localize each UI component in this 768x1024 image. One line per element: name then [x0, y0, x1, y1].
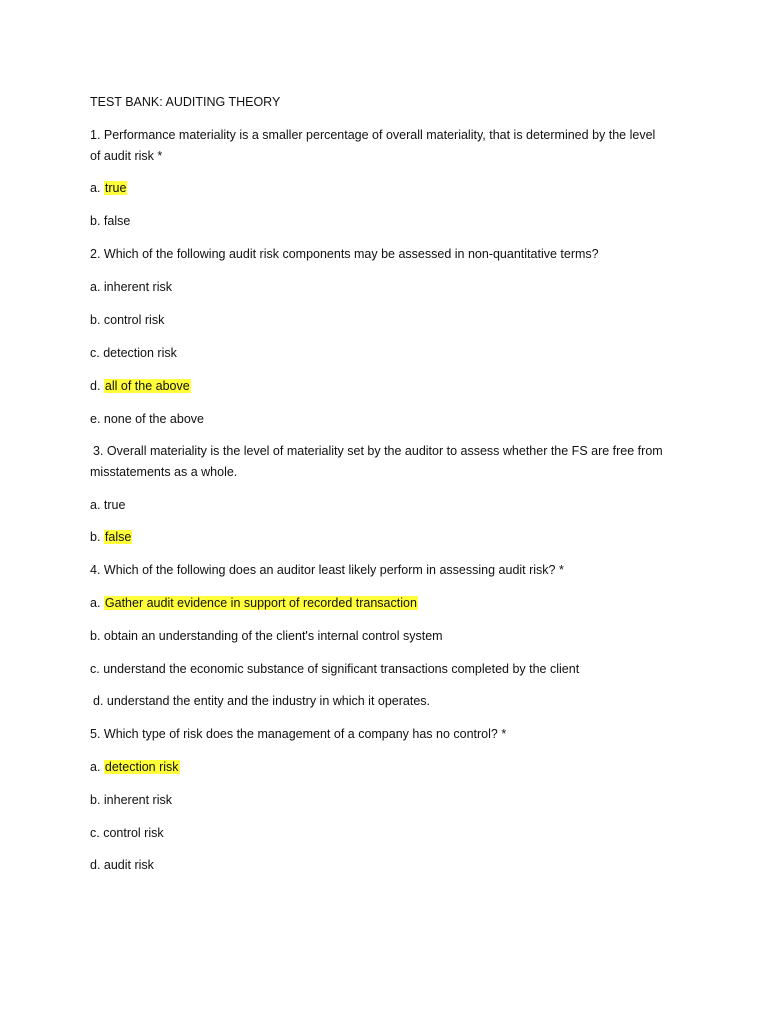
question-4-option-c: c. understand the economic substance of significant transactions completed by the client: [90, 662, 580, 676]
option-prefix: d.: [90, 379, 104, 393]
option-prefix: a.: [90, 181, 104, 195]
question-2-option-c: c. detection risk: [90, 346, 177, 360]
highlighted-answer: Gather audit evidence in support of recorded transaction: [104, 596, 417, 610]
question-4-option-b: b. obtain an understanding of the client's internal control system: [90, 629, 443, 643]
question-3-option-b: [90, 526, 132, 548]
question-1-option-a: [90, 177, 127, 199]
question-2-option-e: e. none of the above: [90, 412, 204, 426]
question-4: 4. Which of the following does an auditor least likely perform in assessing audit risk? *: [90, 563, 564, 577]
option-prefix: b.: [90, 530, 104, 544]
question-4-option-d: d. understand the entity and the industry in which it operates.: [93, 694, 431, 708]
highlighted-answer: detection risk: [104, 760, 179, 774]
question-1-line-2: of audit risk *: [90, 149, 163, 163]
question-3-line-2: misstatements as a whole.: [90, 465, 238, 479]
highlighted-answer: true: [104, 181, 127, 195]
question-2: 2. Which of the following audit risk components may be assessed in non-quantitative terms?: [90, 247, 599, 261]
question-3-option-a: a. true: [90, 498, 126, 512]
question-5: 5. Which type of risk does the management of a company has no control? *: [90, 727, 507, 741]
question-4-option-a: [90, 592, 418, 614]
question-5-option-b: b. inherent risk: [90, 793, 172, 807]
question-5-option-d: d. audit risk: [90, 858, 154, 872]
question-5-option-a: [90, 756, 180, 778]
option-prefix: a.: [90, 596, 104, 610]
question-5-option-c: c. control risk: [90, 826, 164, 840]
highlighted-answer: all of the above: [104, 379, 190, 393]
option-prefix: a.: [90, 760, 104, 774]
question-2-option-d: [90, 375, 191, 397]
document-title: TEST BANK: AUDITING THEORY: [90, 95, 281, 109]
question-1-option-b: b. false: [90, 214, 131, 228]
highlighted-answer: false: [104, 530, 132, 544]
question-1-line-1: 1. Performance materiality is a smaller percentage of overall materiality, that is determined by the level: [90, 128, 656, 142]
question-2-option-b: b. control risk: [90, 313, 165, 327]
question-3-line-1: 3. Overall materiality is the level of materiality set by the auditor to assess whether the FS are free from: [93, 444, 663, 458]
question-2-option-a: a. inherent risk: [90, 280, 172, 294]
